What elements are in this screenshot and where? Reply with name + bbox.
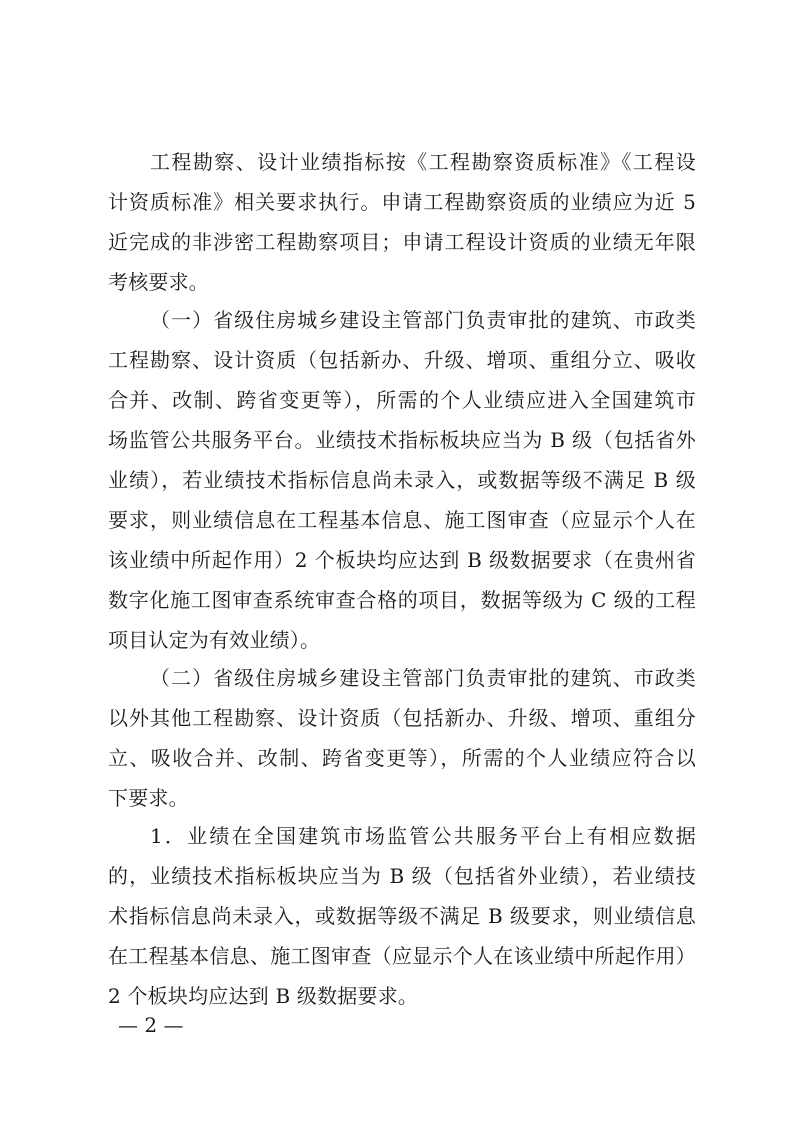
paragraph-line: 该业绩中所起作用）2 个板块均应达到 B 级数据要求（在贵州省 xyxy=(108,548,696,572)
paragraph-line: 项目认定为有效业绩）。 xyxy=(108,628,321,652)
paragraph-line: 工程勘察、设计业绩指标按《工程勘察资质标准》《工程设 xyxy=(150,150,696,174)
paragraph-line: 立、吸收合并、改制、跨省变更等），所需的个人业绩应符合以 xyxy=(108,746,696,770)
paragraph-line: 下要求。 xyxy=(108,786,189,810)
paragraph-line: 要求，则业绩信息在工程基本信息、施工图审查（应显示个人在 xyxy=(108,508,696,532)
paragraph-line: 在工程基本信息、施工图审查（应显示个人在该业绩中所起作用） xyxy=(108,944,696,968)
paragraph-line: 数字化施工图审查系统审查合格的项目，数据等级为 C 级的工程 xyxy=(108,588,696,612)
paragraph-line: 计资质标准》相关要求执行。申请工程勘察资质的业绩应为近 5 xyxy=(108,190,696,214)
page-number: — 2 — xyxy=(118,1013,184,1037)
paragraph-line: 业绩），若业绩技术指标信息尚未录入，或数据等级不满足 B 级 xyxy=(108,468,696,492)
paragraph-line: 的，业绩技术指标板块应当为 B 级（包括省外业绩），若业绩技 xyxy=(108,864,696,888)
paragraph-line: 2 个板块均应达到 B 级数据要求。 xyxy=(108,984,419,1008)
paragraph-line: （二）省级住房城乡建设主管部门负责审批的建筑、市政类 xyxy=(150,666,696,690)
paragraph-line: 1．业绩在全国建筑市场监管公共服务平台上有相应数据 xyxy=(150,824,696,848)
paragraph-line: 工程勘察、设计资质（包括新办、升级、增项、重组分立、吸收 xyxy=(108,348,696,372)
paragraph-line: （一）省级住房城乡建设主管部门负责审批的建筑、市政类 xyxy=(150,308,696,332)
paragraph-line: 合并、改制、跨省变更等），所需的个人业绩应进入全国建筑市 xyxy=(108,388,696,412)
paragraph-line: 术指标信息尚未录入，或数据等级不满足 B 级要求，则业绩信息 xyxy=(108,904,696,928)
paragraph-line: 近完成的非涉密工程勘察项目；申请工程设计资质的业绩无年限 xyxy=(108,230,696,254)
paragraph-line: 场监管公共服务平台。业绩技术指标板块应当为 B 级（包括省外 xyxy=(108,428,696,452)
paragraph-line: 以外其他工程勘察、设计资质（包括新办、升级、增项、重组分 xyxy=(108,706,696,730)
paragraph-line: 考核要求。 xyxy=(108,270,209,294)
